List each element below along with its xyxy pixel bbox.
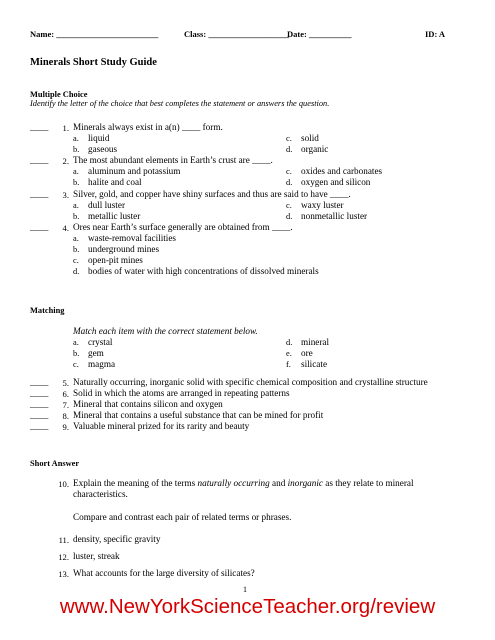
option bbox=[73, 133, 109, 143]
option bbox=[286, 133, 319, 143]
matching-instructions: Match each item with the correct statement below. bbox=[73, 326, 258, 336]
question-text-part: as they relate to mineral bbox=[322, 478, 414, 488]
option-letter: c. bbox=[286, 201, 292, 210]
id-label: ID: A bbox=[425, 29, 446, 39]
matching-choice bbox=[73, 359, 115, 369]
question-number: 2. bbox=[62, 156, 69, 166]
question-text-part: Explain the meaning of the terms bbox=[73, 478, 198, 488]
option-text: halite and coal bbox=[88, 177, 142, 187]
term-inorganic: inorganic bbox=[287, 478, 323, 488]
question-number: 1. bbox=[62, 123, 69, 133]
matching-statement: Mineral that contains a useful substance that can be mined for profit bbox=[73, 410, 324, 420]
question-text: Ores near Earth’s surface generally are obtained from ____. bbox=[73, 222, 293, 232]
answer-blank: ____ bbox=[30, 222, 49, 232]
term-naturally-occurring: naturally occurring bbox=[197, 478, 270, 488]
option bbox=[73, 200, 125, 210]
answer-blank: ____ bbox=[30, 377, 49, 387]
option-text: gaseous bbox=[88, 144, 118, 154]
option-text: aluminum and potassium bbox=[88, 166, 181, 176]
answer-blank: ____ bbox=[30, 410, 49, 420]
matching-choice bbox=[286, 359, 327, 369]
question-number: 8. bbox=[62, 411, 69, 421]
option-text: metallic luster bbox=[88, 211, 141, 221]
option-letter: c. bbox=[286, 167, 292, 176]
option-text: nonmetallic luster bbox=[301, 211, 368, 221]
matching-choice bbox=[286, 348, 313, 358]
option-text: bodies of water with high concentrations of dissolved minerals bbox=[88, 266, 319, 276]
question-number: 12. bbox=[58, 552, 69, 562]
multiple-choice-heading: Multiple Choice bbox=[30, 90, 88, 99]
option-text: underground mines bbox=[88, 244, 160, 254]
option bbox=[73, 266, 319, 276]
option bbox=[73, 233, 176, 243]
option bbox=[73, 166, 180, 176]
question-number: 11. bbox=[58, 535, 69, 545]
choice-letter: d. bbox=[286, 338, 293, 347]
option-text: oxides and carbonates bbox=[301, 166, 383, 176]
choice-letter: c. bbox=[73, 360, 79, 369]
short-answer-heading: Short Answer bbox=[30, 459, 80, 468]
matching-heading: Matching bbox=[30, 306, 65, 315]
option-letter: a. bbox=[73, 134, 79, 143]
option-letter: c. bbox=[286, 134, 292, 143]
answer-blank: ____ bbox=[30, 155, 49, 165]
option-text: oxygen and silicon bbox=[301, 177, 371, 187]
date-field: Date: __________ bbox=[287, 29, 352, 39]
choice-text: crystal bbox=[88, 337, 113, 347]
answer-blank: ____ bbox=[30, 122, 49, 132]
name-field: Name: ________________________ bbox=[30, 29, 159, 39]
question-number: 7. bbox=[62, 400, 69, 410]
option bbox=[73, 255, 143, 265]
option-text: waste-removal facilities bbox=[88, 233, 177, 243]
compare-instruction: Compare and contrast each pair of related terms or phrases. bbox=[73, 512, 292, 522]
question-number: 4. bbox=[62, 223, 69, 233]
option bbox=[286, 211, 367, 221]
option-letter: a. bbox=[73, 234, 79, 243]
question-text: The most abundant elements in Earth’s crust are ____. bbox=[73, 155, 273, 165]
option bbox=[286, 166, 382, 176]
question-text: Minerals always exist in a(n) ____ form. bbox=[73, 122, 223, 132]
option bbox=[286, 144, 328, 154]
matching-statement: Mineral that contains silicon and oxygen bbox=[73, 399, 223, 409]
answer-blank: ____ bbox=[30, 399, 49, 409]
choice-letter: b. bbox=[73, 349, 80, 358]
choice-text: silicate bbox=[301, 359, 328, 369]
multiple-choice-instructions: Identify the letter of the choice that best completes the statement or answers the question. bbox=[30, 99, 330, 108]
option-letter: a. bbox=[73, 167, 79, 176]
answer-blank: ____ bbox=[30, 189, 49, 199]
question-number: 13. bbox=[58, 569, 69, 579]
question-number: 3. bbox=[62, 190, 69, 200]
option bbox=[286, 177, 370, 187]
page-title: Minerals Short Study Guide bbox=[30, 57, 157, 68]
option-text: waxy luster bbox=[301, 200, 344, 210]
choice-text: ore bbox=[301, 348, 313, 358]
footer-url-link[interactable]: www.NewYorkScienceTeacher.org/review bbox=[59, 595, 436, 618]
answer-blank: ____ bbox=[30, 388, 49, 398]
question-text-part: and bbox=[269, 478, 288, 488]
choice-text: mineral bbox=[301, 337, 330, 347]
choice-letter: e. bbox=[286, 349, 292, 358]
option-letter: d. bbox=[286, 212, 293, 221]
question-text: luster, streak bbox=[73, 551, 120, 561]
page-number: 1 bbox=[243, 585, 247, 594]
option bbox=[286, 200, 344, 210]
question-text bbox=[73, 478, 414, 488]
option bbox=[73, 144, 117, 154]
question-text: Silver, gold, and copper have shiny surfaces and thus are said to have ____. bbox=[73, 189, 351, 199]
option bbox=[73, 211, 140, 221]
option-letter: b. bbox=[73, 212, 80, 221]
option bbox=[73, 177, 142, 187]
matching-choice bbox=[73, 348, 104, 358]
option-letter: b. bbox=[73, 178, 80, 187]
question-number: 6. bbox=[62, 389, 69, 399]
option-text: solid bbox=[301, 133, 319, 143]
matching-choice bbox=[73, 337, 113, 347]
choice-text: gem bbox=[88, 348, 104, 358]
choice-letter: f. bbox=[286, 360, 291, 369]
matching-statement: Valuable mineral prized for its rarity and beauty bbox=[73, 421, 250, 431]
option-text: dull luster bbox=[88, 200, 126, 210]
question-text-continuation: characteristics. bbox=[73, 489, 128, 499]
answer-blank: ____ bbox=[30, 421, 49, 431]
question-text: What accounts for the large diversity of silicates? bbox=[73, 568, 255, 578]
option-letter: a. bbox=[73, 201, 79, 210]
question-number: 5. bbox=[62, 378, 69, 388]
question-number: 10. bbox=[58, 479, 69, 489]
option-letter: d. bbox=[286, 178, 293, 187]
choice-letter: a. bbox=[73, 338, 79, 347]
option-letter: d. bbox=[73, 267, 80, 276]
option-text: organic bbox=[301, 144, 329, 154]
option-letter: c. bbox=[73, 256, 79, 265]
class-field: Class: ___________________ bbox=[184, 29, 290, 39]
option-letter: b. bbox=[73, 245, 80, 254]
option-text: open-pit mines bbox=[88, 255, 143, 265]
choice-text: magma bbox=[88, 359, 116, 369]
matching-statement: Solid in which the atoms are arranged in repeating patterns bbox=[73, 388, 290, 398]
option bbox=[73, 244, 159, 254]
option-text: liquid bbox=[88, 133, 110, 143]
option-letter: d. bbox=[286, 145, 293, 154]
option-letter: b. bbox=[73, 145, 80, 154]
matching-choice bbox=[286, 337, 329, 347]
question-number: 9. bbox=[62, 422, 69, 432]
matching-statement: Naturally occurring, inorganic solid with specific chemical composition and crystalline structure bbox=[73, 377, 428, 387]
question-text: density, specific gravity bbox=[73, 534, 161, 544]
